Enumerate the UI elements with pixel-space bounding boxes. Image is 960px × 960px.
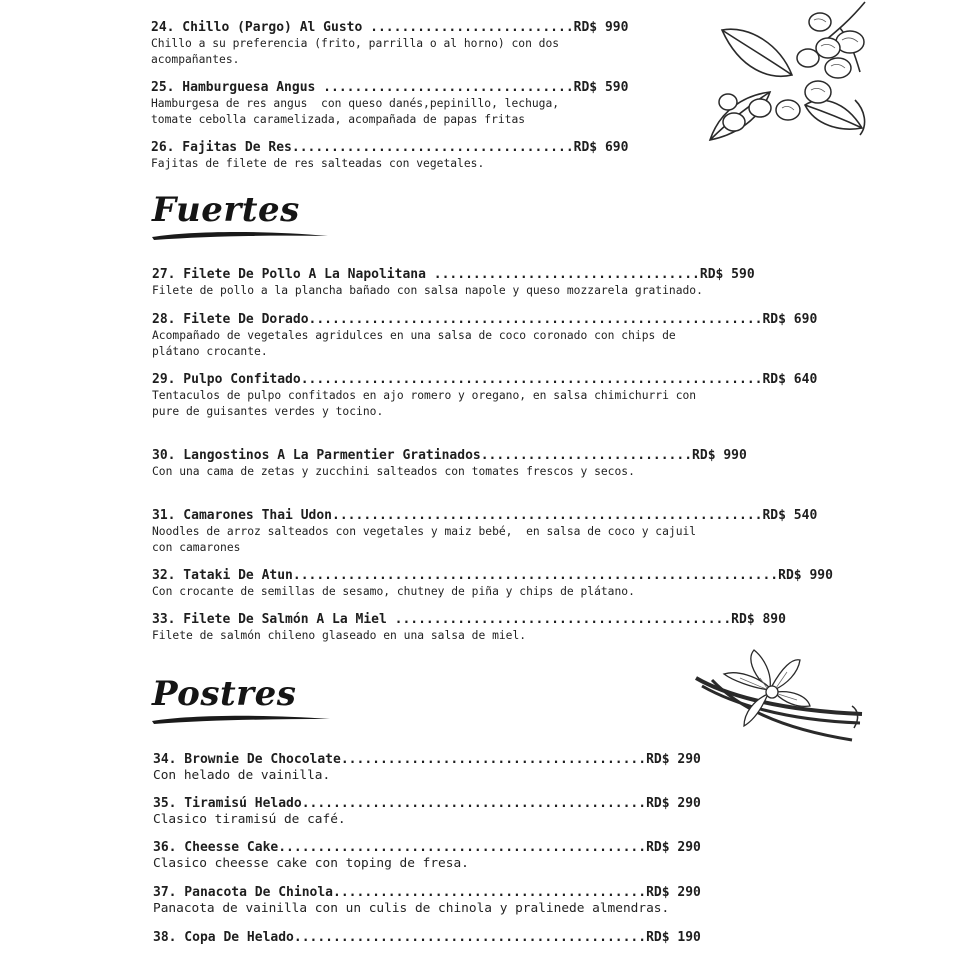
- item-description: Con crocante de semillas de sesamo, chutney de piña y chips de plátano.: [152, 585, 635, 598]
- item-description: Filete de salmón chileno glaseado en una salsa de miel.: [152, 629, 527, 642]
- section-heading-postres: Postres: [152, 674, 297, 714]
- menu-item-28: [152, 312, 817, 359]
- item-title: 32. Tataki De Atun..............................................................RD$ 990: [152, 568, 833, 583]
- item-description: Acompañado de vegetales agridulces en una salsa de coco coronado con chips de plátano crocante.: [152, 329, 676, 358]
- menu-item-31: [152, 508, 817, 555]
- item-description: Filete de pollo a la plancha bañado con salsa napole y queso mozzarela gratinado.: [152, 284, 703, 297]
- menu-item-30: [152, 448, 747, 480]
- menu-item-29: [152, 372, 817, 419]
- item-description: Chillo a su preferencia (frito, parrilla o al horno) con dos acompañantes.: [151, 37, 560, 66]
- item-description: Tentaculos de pulpo confitados en ajo romero y oregano, en salsa chimichurri con pure de guisantes verdes y tocino.: [152, 389, 697, 418]
- menu-item-25: [151, 80, 628, 127]
- menu-item-37: [153, 885, 701, 916]
- item-title: 28. Filete De Dorado..........................................................RD$ 690: [152, 312, 818, 327]
- item-title: 29. Pulpo Confitado...........................................................RD$ 640: [152, 372, 818, 387]
- item-description: Fajitas de filete de res salteadas con vegetales.: [151, 157, 485, 170]
- menu-item-27: [152, 267, 755, 299]
- item-title: 34. Brownie De Chocolate.......................................RD$ 290: [153, 752, 701, 767]
- menu-item-35: [153, 796, 701, 827]
- item-title: 36. Cheesse Cake...............................................RD$ 290: [153, 840, 701, 855]
- item-title: 25. Hamburguesa Angus ................................RD$ 590: [151, 80, 629, 95]
- item-description: Con helado de vainilla.: [153, 768, 331, 783]
- item-title: 35. Tiramisú Helado............................................RD$ 290: [153, 796, 701, 811]
- item-title: 33. Filete De Salmón A La Miel ...........................................RD$ 890: [152, 612, 786, 627]
- menu-item-34: [153, 752, 701, 783]
- menu-item-26: [151, 140, 628, 172]
- vanilla-flower-illustration: [692, 648, 867, 753]
- item-description: Con una cama de zetas y zucchini salteados con tomates frescos y secos.: [152, 465, 635, 478]
- item-description: Hamburgesa de res angus con queso danés,pepinillo, lechuga, tomate cebolla caramelizada, acompañada de papas fritas: [151, 97, 560, 126]
- heading-underline: [150, 228, 335, 242]
- item-description: Clasico tiramisú de café.: [153, 812, 346, 827]
- item-title: 31. Camarones Thai Udon.......................................................RD$ 540: [152, 508, 818, 523]
- item-description: Panacota de vainilla con un culis de chinola y pralinede almendras.: [153, 901, 670, 916]
- heading-underline: [150, 712, 335, 726]
- item-title: 26. Fajitas De Res....................................RD$ 690: [151, 140, 629, 155]
- coffee-branch-illustration: [700, 0, 870, 150]
- menu-item-32: [152, 568, 833, 600]
- menu-item-33: [152, 612, 786, 644]
- item-description: Noodles de arroz salteados con vegetales y maiz bebé, en salsa de coco y cajuil con camarones: [152, 525, 697, 554]
- menu-item-36: [153, 840, 701, 871]
- item-title: 30. Langostinos A La Parmentier Gratinados...........................RD$ 990: [152, 448, 747, 463]
- item-title: 24. Chillo (Pargo) Al Gusto ..........................RD$ 990: [151, 20, 629, 35]
- item-description: Clasico cheesse cake con toping de fresa.: [153, 856, 469, 871]
- section-heading-fuertes: Fuertes: [152, 190, 300, 230]
- item-title: 37. Panacota De Chinola........................................RD$ 290: [153, 885, 701, 900]
- item-title: 38. Copa De Helado.............................................RD$ 190: [153, 930, 701, 945]
- menu-item-38: [153, 930, 701, 946]
- menu-item-24: [151, 20, 628, 67]
- item-title: 27. Filete De Pollo A La Napolitana ..................................RD$ 590: [152, 267, 755, 282]
